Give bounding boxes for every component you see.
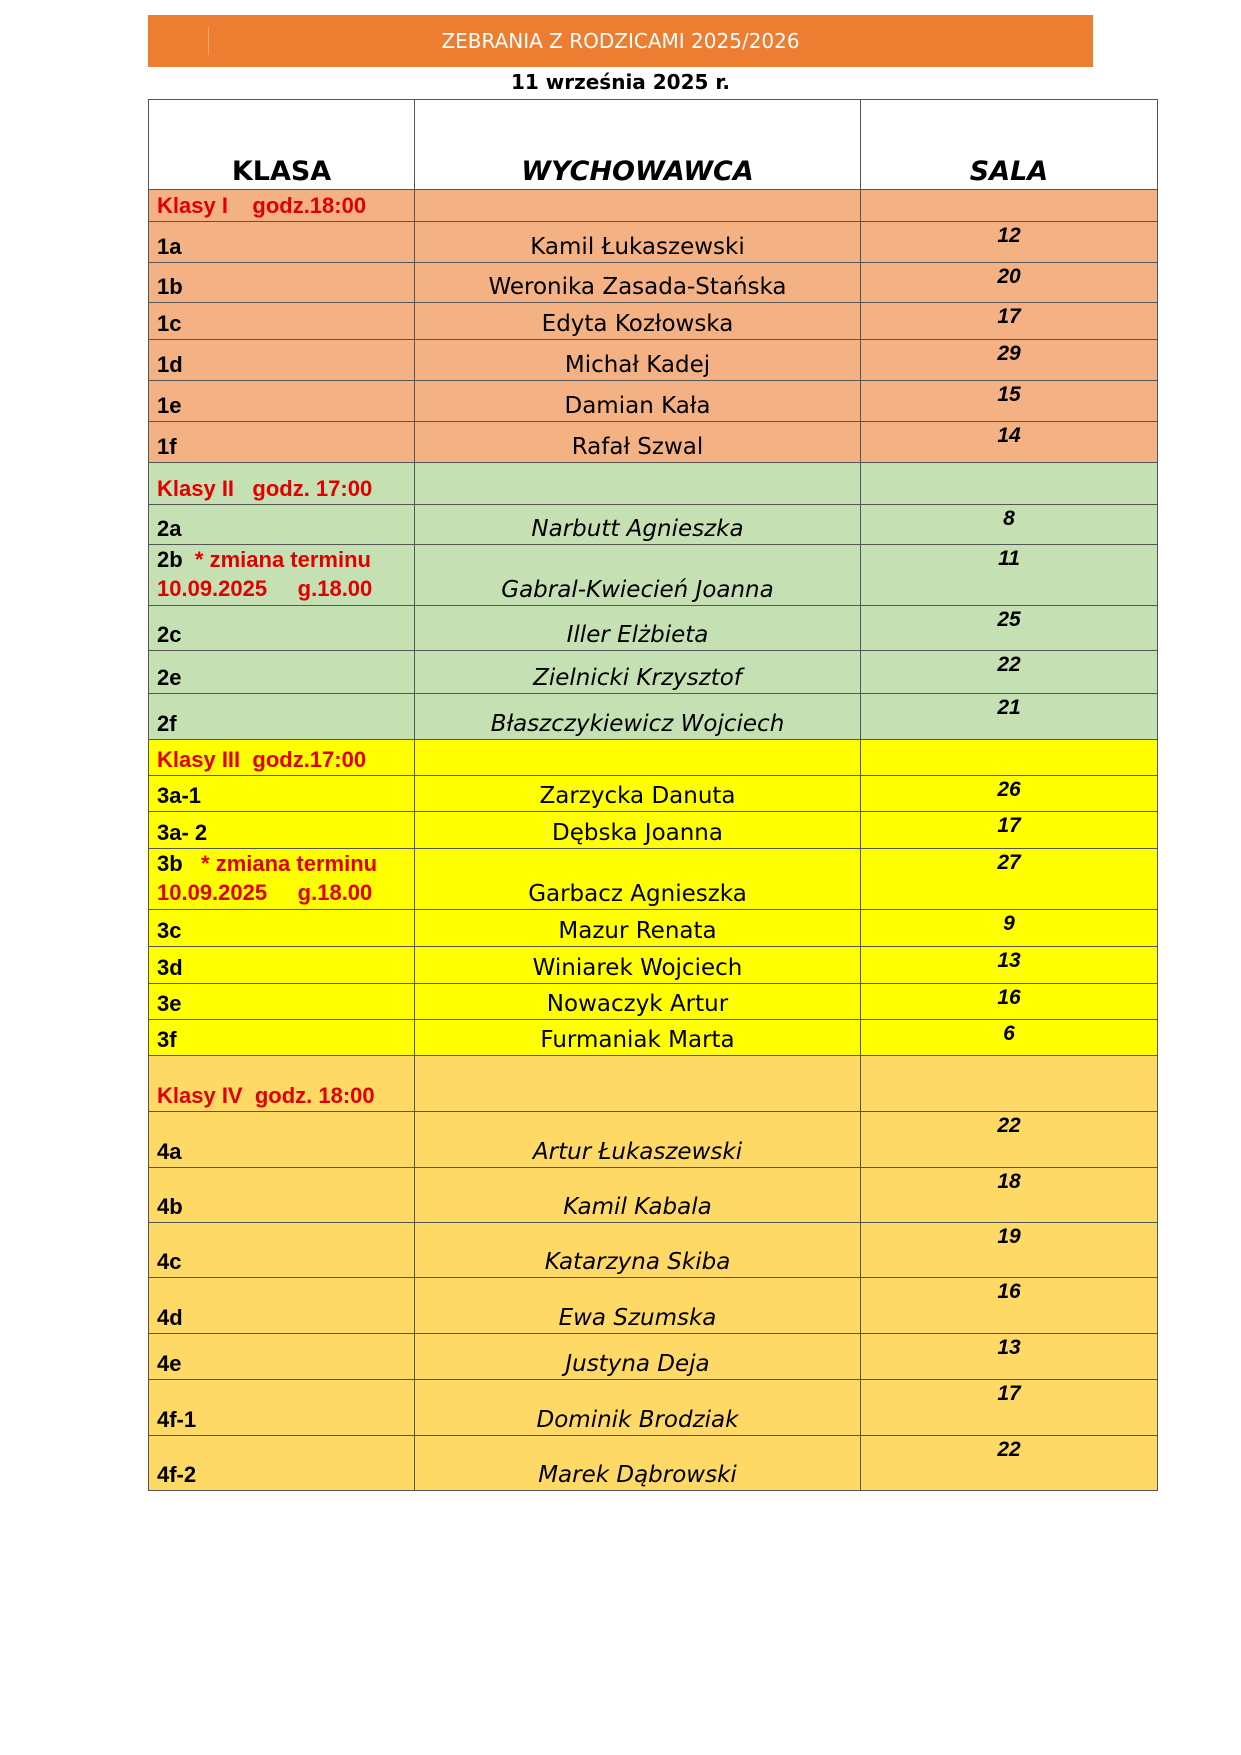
wychowawca-cell: Kamil Kabala: [415, 1168, 861, 1223]
group-row-klasy-2: [149, 463, 1158, 505]
wychowawca-cell: Furmaniak Marta: [415, 1020, 861, 1056]
wychowawca-cell: Dominik Brodziak: [415, 1380, 861, 1436]
sala-cell: 8: [861, 505, 1158, 545]
sala-cell: 29: [861, 340, 1158, 381]
table-row: [149, 422, 1158, 463]
title-banner: [148, 15, 1093, 67]
sala-cell: 17: [861, 303, 1158, 340]
sala-cell: 17: [861, 812, 1158, 849]
table-row: [149, 812, 1158, 849]
sala-cell: 19: [861, 1223, 1158, 1278]
wychowawca-cell: Iller Elżbieta: [415, 606, 861, 651]
table-row: [149, 1020, 1158, 1056]
klasa-cell: 4b: [149, 1168, 415, 1223]
meeting-date: 11 września 2025 r.: [510, 70, 731, 94]
table-row: [149, 1334, 1158, 1380]
table-row: [149, 303, 1158, 340]
table-row: [149, 984, 1158, 1020]
term-change-date: 10.09.2025 g.18.00: [157, 576, 373, 601]
empty-cell: [861, 190, 1158, 222]
klasa-cell: 1d: [149, 340, 415, 381]
sala-cell: 16: [861, 984, 1158, 1020]
wychowawca-cell: Błaszczykiewicz Wojciech: [415, 694, 861, 740]
sala-cell: 20: [861, 263, 1158, 303]
klasa-cell: [149, 849, 415, 910]
header-klasa: KLASA: [149, 100, 415, 190]
klasa-label: 3b: [157, 851, 183, 876]
header-row: [149, 100, 1158, 190]
table-row: [149, 381, 1158, 422]
group-label: Klasy I godz.18:00: [149, 190, 415, 222]
sala-cell: 22: [861, 1112, 1158, 1168]
wychowawca-cell: Marek Dąbrowski: [415, 1436, 861, 1491]
group-row-klasy-4: [149, 1056, 1158, 1112]
wychowawca-cell: Dębska Joanna: [415, 812, 861, 849]
empty-cell: [861, 463, 1158, 505]
wychowawca-cell: Edyta Kozłowska: [415, 303, 861, 340]
group-row-klasy-3: [149, 740, 1158, 776]
wychowawca-cell: Mazur Renata: [415, 910, 861, 947]
term-change-note: * zmiana terminu: [194, 547, 371, 572]
empty-cell: [861, 740, 1158, 776]
klasa-cell: 3a- 2: [149, 812, 415, 849]
wychowawca-cell: Michał Kadej: [415, 340, 861, 381]
wychowawca-cell: Rafał Szwal: [415, 422, 861, 463]
klasa-cell: 1e: [149, 381, 415, 422]
klasa-cell: 2f: [149, 694, 415, 740]
sala-cell: 22: [861, 651, 1158, 694]
sala-cell: 15: [861, 381, 1158, 422]
klasa-cell: 4f-2: [149, 1436, 415, 1491]
sala-cell: 9: [861, 910, 1158, 947]
page-title: ZEBRANIA Z RODZICAMI 2025/2026: [441, 29, 800, 53]
klasa-cell: 1b: [149, 263, 415, 303]
sala-cell: 16: [861, 1278, 1158, 1334]
sala-cell: 21: [861, 694, 1158, 740]
wychowawca-cell: Weronika Zasada-Stańska: [415, 263, 861, 303]
klasa-cell: 3e: [149, 984, 415, 1020]
klasa-cell: 4e: [149, 1334, 415, 1380]
empty-cell: [861, 1056, 1158, 1112]
term-change-date: 10.09.2025 g.18.00: [157, 880, 373, 905]
table-row: [149, 222, 1158, 263]
group-label: Klasy III godz.17:00: [149, 740, 415, 776]
klasa-cell: 4c: [149, 1223, 415, 1278]
klasa-cell: 1f: [149, 422, 415, 463]
table-row: [149, 505, 1158, 545]
sala-cell: 14: [861, 422, 1158, 463]
table-row: [149, 340, 1158, 381]
sala-cell: 13: [861, 947, 1158, 984]
table-row: [149, 1168, 1158, 1223]
klasa-cell: 1a: [149, 222, 415, 263]
table-row: [149, 651, 1158, 694]
sala-cell: 11: [861, 545, 1158, 606]
klasa-cell: 2e: [149, 651, 415, 694]
klasa-cell: 3f: [149, 1020, 415, 1056]
table-row: [149, 947, 1158, 984]
table-row: [149, 1112, 1158, 1168]
klasa-cell: 4a: [149, 1112, 415, 1168]
wychowawca-cell: Nowaczyk Artur: [415, 984, 861, 1020]
wychowawca-cell: Justyna Deja: [415, 1334, 861, 1380]
table-row: [149, 1436, 1158, 1491]
empty-cell: [415, 190, 861, 222]
schedule-table: [148, 99, 1158, 1491]
klasa-cell: 3c: [149, 910, 415, 947]
table-row: [149, 776, 1158, 812]
klasa-cell: 3d: [149, 947, 415, 984]
sala-cell: 12: [861, 222, 1158, 263]
klasa-cell: 1c: [149, 303, 415, 340]
group-row-klasy-1: [149, 190, 1158, 222]
wychowawca-cell: Zielnicki Krzysztof: [415, 651, 861, 694]
wychowawca-cell: Damian Kała: [415, 381, 861, 422]
wychowawca-cell: Artur Łukaszewski: [415, 1112, 861, 1168]
table-row: [149, 1223, 1158, 1278]
empty-cell: [415, 463, 861, 505]
wychowawca-cell: Narbutt Agnieszka: [415, 505, 861, 545]
group-label: Klasy IV godz. 18:00: [149, 1056, 415, 1112]
banner-divider: [208, 27, 209, 55]
header-wychowawca: WYCHOWAWCA: [415, 100, 861, 190]
table-row: [149, 606, 1158, 651]
table-row: [149, 545, 1158, 606]
klasa-cell: 4f-1: [149, 1380, 415, 1436]
table-row: [149, 263, 1158, 303]
sala-cell: 18: [861, 1168, 1158, 1223]
table-row: [149, 694, 1158, 740]
wychowawca-cell: Garbacz Agnieszka: [415, 849, 861, 910]
wychowawca-cell: Katarzyna Skiba: [415, 1223, 861, 1278]
klasa-cell: 2c: [149, 606, 415, 651]
wychowawca-cell: Ewa Szumska: [415, 1278, 861, 1334]
wychowawca-cell: Gabral-Kwiecień Joanna: [415, 545, 861, 606]
wychowawca-cell: Kamil Łukaszewski: [415, 222, 861, 263]
klasa-cell: 2a: [149, 505, 415, 545]
sala-cell: 6: [861, 1020, 1158, 1056]
sala-cell: 13: [861, 1334, 1158, 1380]
sala-cell: 25: [861, 606, 1158, 651]
klasa-cell: 4d: [149, 1278, 415, 1334]
wychowawca-cell: Winiarek Wojciech: [415, 947, 861, 984]
klasa-cell: 3a-1: [149, 776, 415, 812]
sala-cell: 27: [861, 849, 1158, 910]
table-row: [149, 849, 1158, 910]
header-sala: SALA: [861, 100, 1158, 190]
sala-cell: 17: [861, 1380, 1158, 1436]
wychowawca-cell: Zarzycka Danuta: [415, 776, 861, 812]
group-label: Klasy II godz. 17:00: [149, 463, 415, 505]
empty-cell: [415, 1056, 861, 1112]
table-row: [149, 910, 1158, 947]
klasa-label: 2b: [157, 547, 183, 572]
empty-cell: [415, 740, 861, 776]
sala-cell: 22: [861, 1436, 1158, 1491]
sala-cell: 26: [861, 776, 1158, 812]
table-row: [149, 1278, 1158, 1334]
klasa-cell: [149, 545, 415, 606]
table-row: [149, 1380, 1158, 1436]
term-change-note: * zmiana terminu: [201, 851, 378, 876]
